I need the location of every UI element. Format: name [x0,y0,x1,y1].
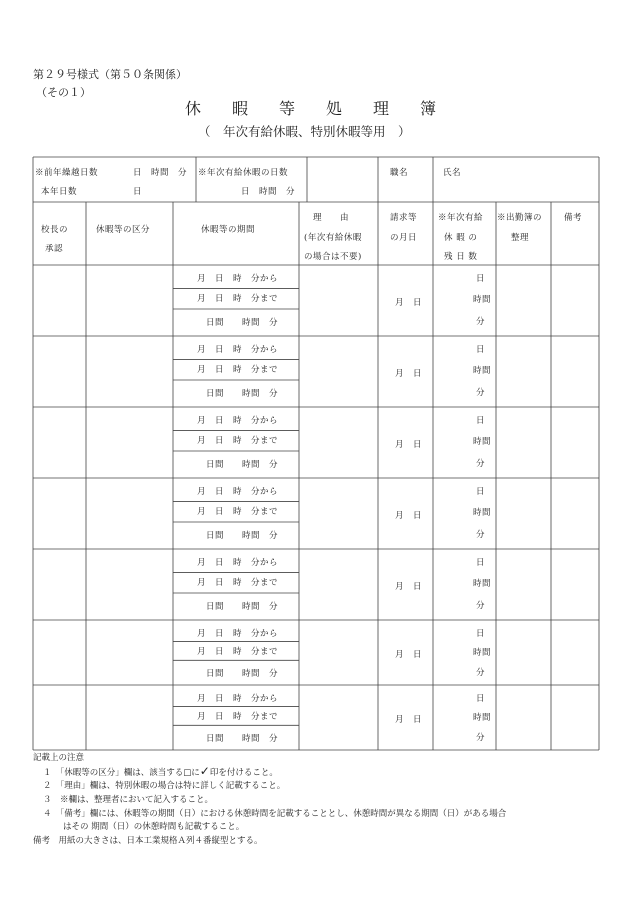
period-from: 月 日 時 分から [197,628,279,639]
remaining-minute: 分 [476,316,486,327]
header-request-2: の月日 [390,233,418,243]
period-duration: 日間 時間 分 [206,460,279,471]
remaining-hour: 時間 [473,366,492,377]
period-from: 月 日 時 分から [197,345,279,356]
period-duration: 日間 時間 分 [206,602,279,613]
remaining-day: 日 [476,487,486,498]
remaining-minute: 分 [476,600,486,611]
form-number: 第２９号様式（第５０条関係） [33,68,187,81]
period-to: 月 日 時 分まで [197,711,279,722]
header-principal-2: 承認 [45,244,64,254]
period-to: 月 日 時 分まで [197,577,279,588]
page-title: 休暇等処理簿 [185,99,468,118]
annual-total-units: 日 時間 分 [241,187,296,197]
remaining-hour: 時間 [473,508,492,519]
remaining-hour: 時間 [473,437,492,448]
this-year-label: 本年日数 [41,187,78,197]
remaining-minute: 分 [476,732,486,743]
period-from: 月 日 時 分から [197,693,279,704]
page-subtitle: （ 年次有給休暇、特別休暇等用 ） [198,124,411,139]
remaining-minute: 分 [476,458,486,469]
header-leave-type: 休暇等の区分 [96,225,151,235]
request-date: 月 日 [395,714,423,725]
header-remaining-1: ※年次有給 [438,213,484,223]
note-1-pre: １ 「休暇等の区分」欄は、該当する□に [43,768,200,778]
notes-heading: 記載上の注意 [33,753,85,763]
period-to: 月 日 時 分まで [197,364,279,375]
note-3: ３ ※欄は、整理者において記入すること。 [43,795,214,805]
remaining-day: 日 [476,558,486,569]
header-remarks: 備考 [564,213,583,223]
period-to: 月 日 時 分まで [197,506,279,517]
request-date: 月 日 [395,439,423,450]
form-sub-number: （その１） [36,86,91,99]
remaining-minute: 分 [476,387,486,398]
period-to: 月 日 時 分まで [197,435,279,446]
period-to: 月 日 時 分まで [197,646,279,657]
remaining-day: 日 [476,345,486,356]
request-date: 月 日 [395,510,423,521]
period-from: 月 日 時 分から [197,274,279,285]
remark-paper-size: 備考 用紙の大きさは、日本工業規格Ａ列４番縦型とする。 [33,836,263,846]
note-4b: はその 期間（日）の休憩時間も記載すること。 [63,822,245,832]
period-from: 月 日 時 分から [197,487,279,498]
period-duration: 日間 時間 分 [206,668,279,679]
note-2: ２ 「理由」欄は、特別休暇の場合は特に詳しく記載すること。 [43,781,286,791]
request-date: 月 日 [395,297,423,308]
header-remaining-3: 残 日 数 [444,252,478,262]
prev-carry-units: 日 時間 分 [133,168,188,178]
remaining-hour: 時間 [473,579,492,590]
remaining-minute: 分 [476,529,486,540]
remaining-day: 日 [476,628,486,639]
period-duration: 日間 時間 分 [206,733,279,744]
remaining-hour: 時間 [473,648,492,658]
header-request-1: 請求等 [390,213,418,223]
note-1-post: 印を付けること。 [209,768,278,778]
remaining-hour: 時間 [473,713,492,723]
request-date: 月 日 [395,649,423,660]
remaining-minute: 分 [476,667,486,678]
note-1 [43,765,278,780]
period-duration: 日間 時間 分 [206,531,279,542]
name-label: 氏名 [443,168,462,178]
remaining-day: 日 [476,416,486,427]
header-attendance-2: 整理 [511,233,530,243]
period-duration: 日間 時間 分 [206,389,279,400]
annual-total-label: ※年次有給休暇の日数 [198,168,289,178]
prev-carry-label: ※前年繰越日数 [35,168,99,178]
period-duration: 日間 時間 分 [206,318,279,329]
header-principal-1: 校長の [41,225,69,235]
header-reason-2: (年次有給休暇 [304,233,362,243]
period-from: 月 日 時 分から [197,558,279,569]
remaining-hour: 時間 [473,295,492,306]
period-to: 月 日 時 分まで [197,293,279,304]
header-reason-1: 理 由 [313,213,350,223]
header-period: 休暇等の期間 [201,225,256,235]
period-from: 月 日 時 分から [197,416,279,427]
header-remaining-2: 休 暇 の [444,233,478,243]
remaining-day: 日 [476,693,486,704]
request-date: 月 日 [395,368,423,379]
header-reason-3: の場合は不要) [304,252,362,262]
remaining-day: 日 [476,274,486,285]
header-attendance-1: ※出勤簿の [497,213,543,223]
this-year-unit: 日 [133,187,143,197]
post-label: 職名 [390,168,409,178]
note-4a: ４ 「備考」欄には、休暇等の期間（日）における休憩時間を記載することとし、休憩時間が異なる期間（日）がある場合 [43,809,507,819]
request-date: 月 日 [395,581,423,592]
check-icon: ✓ [199,764,210,778]
